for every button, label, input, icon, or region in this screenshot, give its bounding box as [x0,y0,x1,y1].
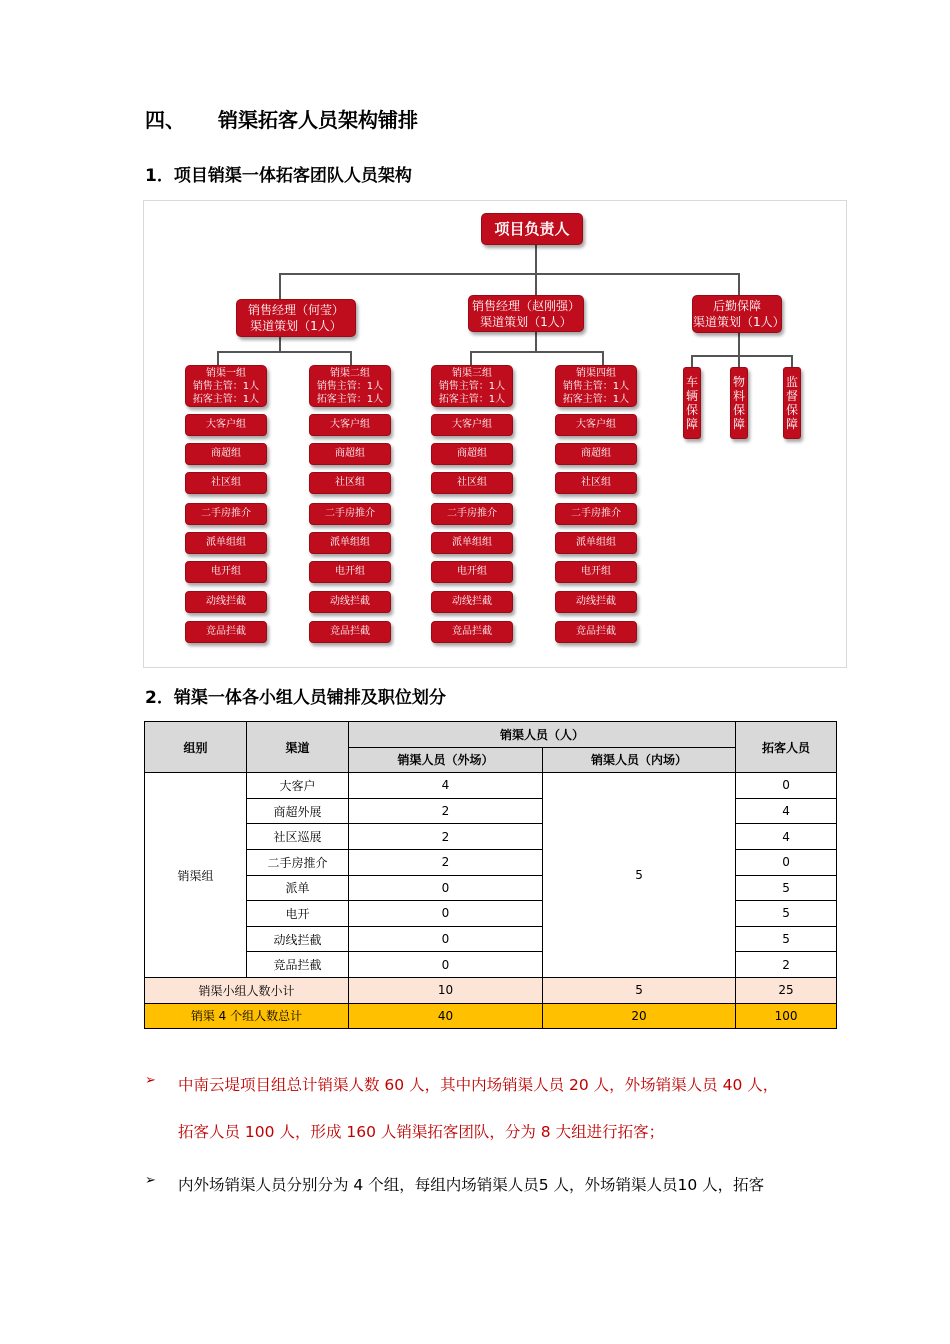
manager-1: 销售经理（何莹） 渠道策划（1人） [236,299,356,337]
support-supervision: 监 督 保 障 [783,367,801,439]
team-item: 派单组组 [185,532,267,554]
table-row: 社区巡展 2 4 [145,824,837,850]
team-item: 社区组 [431,472,513,494]
team-item: 二手房推介 [431,503,513,525]
team-item: 竞品拦截 [309,621,391,643]
bullet-1-cont: 拓客人员 100 人，形成 160 人销渠拓客团队，分为 8 大组进行拓客； [178,1123,665,1141]
header-staff: 销渠人员（人） [349,722,736,748]
team-item: 商超组 [431,443,513,465]
team-item: 二手房推介 [555,503,637,525]
group-2: 销渠二组 销售主管：1人 拓客主管：1人 [309,365,391,407]
team-item: 大客户组 [185,414,267,436]
support-material: 物 料 保 障 [730,367,748,439]
heading-number: 四、 [145,108,185,132]
team-item: 竞品拦截 [185,621,267,643]
page-heading [145,104,418,133]
team-item: 动线拦截 [431,591,513,613]
team-item: 动线拦截 [309,591,391,613]
manager-2: 销售经理（赵刚强） 渠道策划（1人） [468,295,584,332]
org-chart [143,200,847,668]
group-4: 销渠四组 销售主管：1人 拓客主管：1人 [555,365,637,407]
team-item: 社区组 [555,472,637,494]
group-1: 销渠一组 销售主管：1人 拓客主管：1人 [185,365,267,407]
team-item: 动线拦截 [185,591,267,613]
total-row: 销渠 4 个组人数总计 40 20 100 [145,1003,837,1029]
team-item: 电开组 [309,561,391,583]
table-row: 动线拦截 0 5 [145,926,837,952]
bullet-1: ➢ 中南云堤项目组总计销渠人数 60 人，其中内场销渠人员 20 人，外场销渠人员 40 人， [145,1073,779,1094]
org-root: 项目负责人 [481,213,583,245]
bullet-2: ➢ 内外场销渠人员分别分为 4 个组，每组内场销渠人员5 人，外场销渠人员10 人，拓客 [145,1173,765,1194]
arrow-bullet-icon: ➢ [145,1173,156,1188]
team-item: 大客户组 [555,414,637,436]
table-row: 二手房推介 2 0 [145,849,837,875]
section2-title: 2．销渠一体各小组人员铺排及职位划分 [145,688,446,708]
header-channel: 渠道 [247,722,349,773]
heading-title: 销渠拓客人员架构铺排 [217,108,418,132]
group-3: 销渠三组 销售主管：1人 拓客主管：1人 [431,365,513,407]
team-item: 竞品拦截 [431,621,513,643]
team-item: 派单组组 [431,532,513,554]
team-item: 电开组 [185,561,267,583]
group-cell: 销渠组 [145,773,247,978]
table-row: 商超外展 2 4 [145,798,837,824]
team-item: 派单组组 [555,532,637,554]
header-inner: 销渠人员（内场） [543,747,736,773]
team-item: 商超组 [309,443,391,465]
table-row: 电开 0 5 [145,901,837,927]
team-item: 大客户组 [309,414,391,436]
team-item: 商超组 [185,443,267,465]
team-item: 大客户组 [431,414,513,436]
team-item: 社区组 [185,472,267,494]
header-group: 组别 [145,722,247,773]
staff-table [144,721,837,1029]
team-item: 电开组 [555,561,637,583]
support-vehicle: 车 辆 保 障 [683,367,701,439]
table-row: 派单 0 5 [145,875,837,901]
table-row: 竞品拦截 0 2 [145,952,837,978]
team-item: 电开组 [431,561,513,583]
team-item: 二手房推介 [309,503,391,525]
header-outer: 销渠人员（外场） [349,747,543,773]
team-item: 竞品拦截 [555,621,637,643]
manager-3: 后勤保障 渠道策划（1人） [692,295,782,333]
team-item: 二手房推介 [185,503,267,525]
subtotal-row: 销渠小组人数小计 10 5 25 [145,977,837,1003]
team-item: 社区组 [309,472,391,494]
section1-title: 1．项目销渠一体拓客团队人员架构 [145,166,412,186]
arrow-bullet-icon: ➢ [145,1073,156,1088]
inner-cell: 5 [543,773,736,978]
header-expand: 拓客人员 [736,722,837,773]
table-row: 销渠组 大客户 4 5 0 [145,773,837,799]
team-item: 动线拦截 [555,591,637,613]
team-item: 商超组 [555,443,637,465]
team-item: 派单组组 [309,532,391,554]
